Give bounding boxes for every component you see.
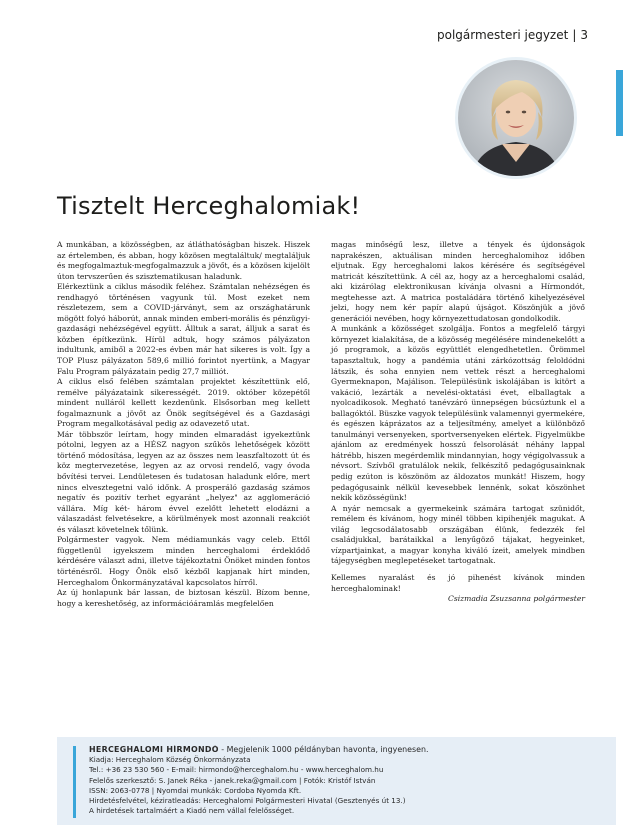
article-column-right [331,240,585,605]
article-column-left [57,240,310,609]
paragraph: Elérkeztünk a ciklus második feléhez. Számtalan nehézségen és rendhagyó történésen vagyunk túl. Most ezeket nem részletezem, sem a COVID-járványt, sem az országhatárunk mögött folyó háborút, annak minden emberi-morális és pénzügyi-gazdasági nehézségével együtt. Álltuk a sarat, álljuk a sarat és közben építkezünk. Hírül adtuk, hogy számos pályázaton indultunk, amiből a 2022-es évben már hat sikeres is volt. Így a TOP Plusz pályázaton 589,6 millió forintot nyertünk, a Magyar Falu Program pályázatain pedig 27,7 milliót. [57,282,310,376]
colophon-line [89,745,608,755]
signature: Csizmadia Zsuzsanna polgármester [448,594,585,604]
colophon-line: A hirdetések tartalmáért a Kiadó nem vállal felelősséget. [89,806,295,816]
publication-info: - Megjelenik 1000 példányban havonta, ingyenesen. [218,745,429,754]
colophon-box [57,737,616,825]
colophon-line: Hirdetésfelvétel, kéziratleadás: Herceghalomi Polgármesteri Hivatal (Gesztenyés út 13.) [89,796,406,806]
paragraph: Már többször leírtam, hogy minden elmaradást igyekeztünk pótolni, legyen az a HÉSZ nagyon szűkös lehetőségek között történő módosítása, legyen az az összes nem leaszfaltozott út és köz megtervezetése, legyen az az orvosi rendelő, vagy óvoda bővítési tervei. Lendületesen és tudatosan haladunk előre, mert nincs elvesztegetni való időnk. A prosperáló gazdaság számos negatív és pozitív terhet egyaránt „helyez" az agglomeráció vállára. Míg két- három évvel ezelőtt lehetett elodázni a válaszadást felvetésekre, a körülmények most azonnali reakciót és választ követelnek tőlünk. [57,429,310,534]
page-header [437,28,588,42]
colophon-line: ISSN: 2063-0778 | Nyomdai munkák: Cordoba Nyomda Kft. [89,785,302,795]
colophon-line: Kiadja: Herceghalom Község Önkormányzata [89,755,251,765]
header-separator: | [572,28,577,42]
paragraph: Az új honlapunk bár lassan, de biztosan készül. Bízom benne, hogy a kereshetőség, az információáramlás megfelelően [57,588,310,608]
paragraph: A nyár nemcsak a gyermekeink számára tartogat szünidőt, remélem és kívánom, hogy minél többen kipihenjék magukat. A világ legcsodálatosabb országában élünk, fedezzék fel családjukkal, barátaikkal a lenyűgöző tájakat, hegyeinket, vízpartjainkat, a magyar konyha kiváló ízeit, amelyek mindben tájegységben meglepetéseket tartogatnak. [331,503,585,566]
accent-bar [616,70,623,136]
colophon-line: Felelős szerkesztő: S. Janek Réka - janek.reka@gmail.com | Fotók: Kristóf István [89,775,376,785]
article-title: Tisztelt Herceghalomiak! [57,192,361,220]
paragraph: A munkánk a közösséget szolgálja. Fontos a megfelelő tárgyi környezet kialakítása, de a közösség megélésére mindenekelőtt a jó programok, a közös együttlét elengedhetetlen. Örömmel tapasztaltuk, hogy a pandémia utáni zárkózottság feloldódni látszik, és soha ennyien nem vettek részt a herceghalomi Gyermeknapon, Majálison. Településünk iskolájában is kitört a vakáció, lezárták a nevelési-oktatási évet, elballagtak a nyolcadikosok. Megható tanévzáró ünnepségen búcsúztunk el a ballagóktól. Büszke vagyok településünk valamennyi gyermekére, és egészen káprázatos az a teljesítmény, amelyet a különböző tanulmányi versenyeken, sportversenyeken elértek. Figyelmükbe ajánlom az eredmények hosszú felsorolását néhány lappal hátrébb, hiszen megérdemlik mindannyian, hogy végigolvassuk a névsort. Szívből gratulálok nekik, felkészítő pedagógusainknak pedig ezúton is köszönöm az áldozatos munkát! Hiszem, hogy pedagógusaink nélkül kevesebbek lennénk, sokat köszönhet nekik közösségünk! [331,324,585,503]
paragraph: A munkában, a közösségben, az átláthatóságban hiszek. Hiszek az értelemben, és abban, hogy közösen megtaláltuk/ megtaláljuk és megfogalmaztuk-megfogalmazzuk a jövőt, és a közösen kijelölt úton tervszerűen és szisztematikusan haladunk. [57,240,310,281]
section-label: polgármesteri jegyzet [437,28,569,42]
mayor-portrait-photo [458,60,574,176]
publication-name: HERCEGHALOMI HÍRMONDÓ [89,745,219,754]
page-number: 3 [580,28,588,42]
paragraph: Polgármester vagyok. Nem médiamunkás vagy celeb. Ettől függetlenül igyekszem minden herceghalomi érdeklődő kérdésére választ adni, illetve tájékoztatni Önöket minden fontos történésről. Hogy Önök első kézből kapjanak hírt minden, Herceghalom Önkormányzatával kapcsolatos hírről. [57,535,310,587]
closing-paragraph: Kellemes nyaralást és jó pihenést kívánok minden herceghalominak! [331,572,585,593]
colophon-text [89,745,608,816]
colophon-line: Tel.: +36 23 530 560 - E-mail: hirmondo@herceghalom.hu - www.herceghalom.hu [89,765,384,775]
paragraph: magas minőségű lesz, illetve a tények és újdonságok naprakészen, aktuálisan minden herceghalomihoz időben eljutnak. Egy herceghalomi lakos kérésére és segítségével matricát készítettünk. A cél az, hogy az a herceghalomi család, aki kizárólag elektronikusan kívánja olvasni a Hírmondót, megtehesse azt. A matrica postaládára történő kihelyezésével jelzi, hogy nem kér papír alapú újságot. Köszönjük a jövő generációi nevében, hogy környezettudatosan gondolkodik. [331,240,585,323]
colophon-accent-bar [73,746,76,818]
paragraph: A ciklus első felében számtalan projektet készítettünk elő, remélve pályázataink sikerességét. 2019. október közepétől mindent nulláról kellett kezdenünk. Elsősorban meg kellett fogalmaznunk a jövőt az Önök segítségével és a Gazdasági Program megalkotásával pedig az odavezető utat. [57,377,310,429]
